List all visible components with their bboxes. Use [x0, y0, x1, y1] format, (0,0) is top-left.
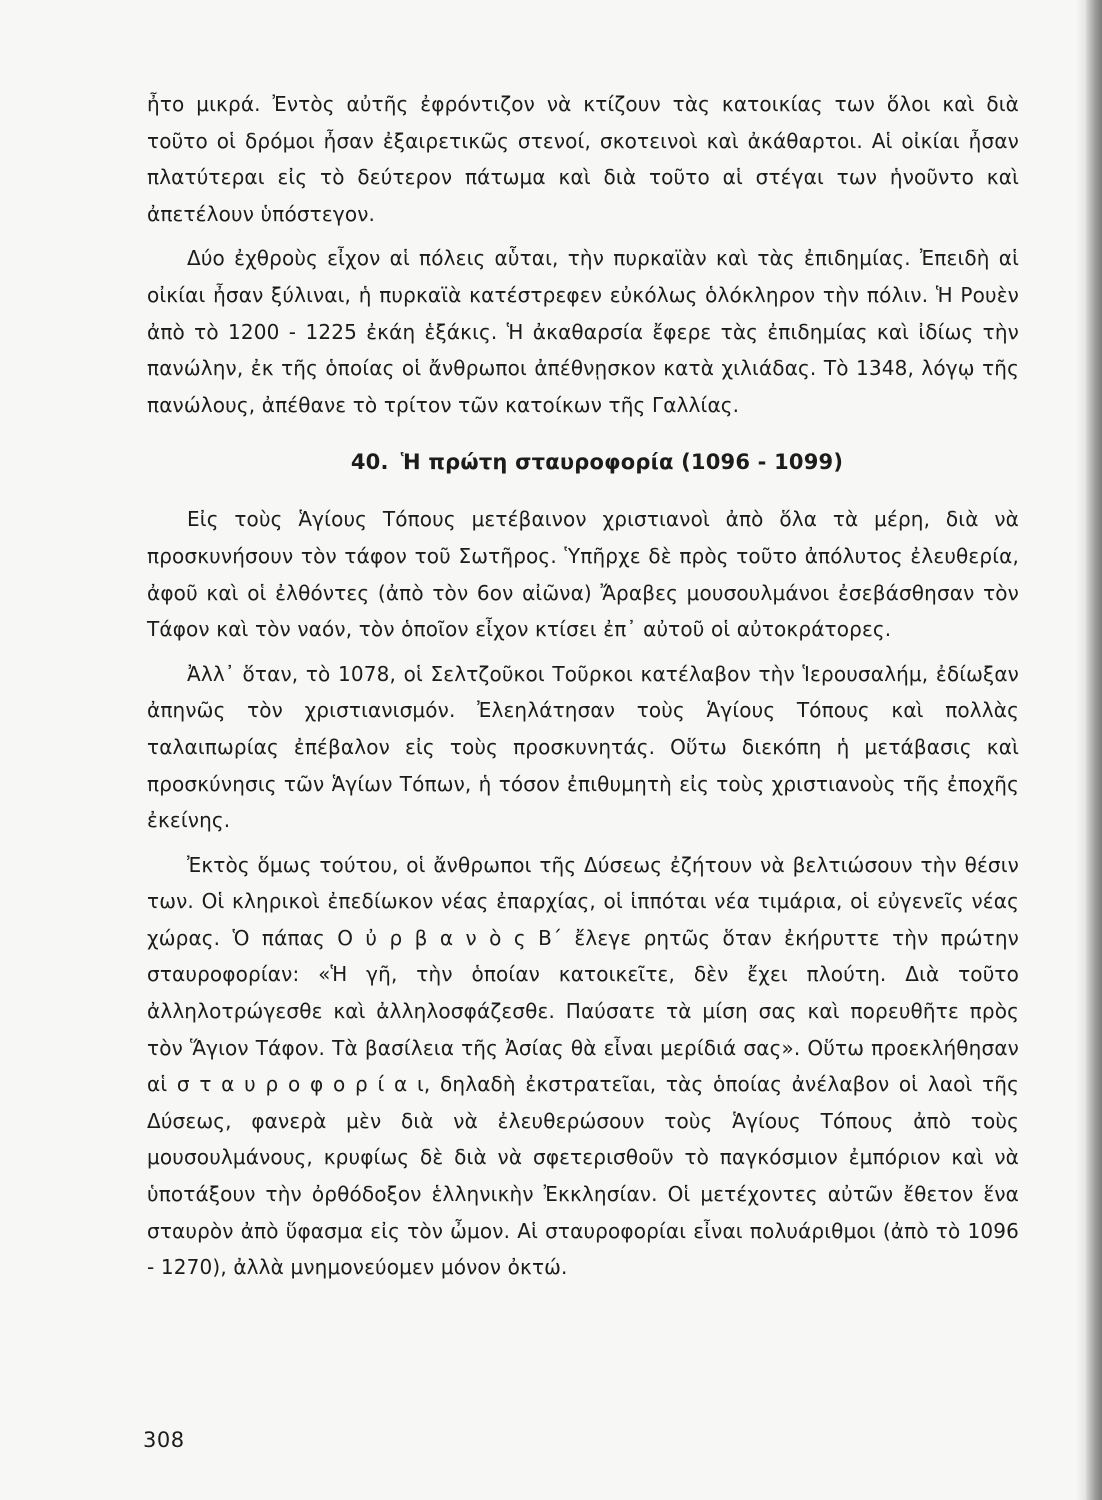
page-number: 308 [143, 1428, 185, 1452]
section-number: 40. [350, 450, 389, 475]
paragraph-holy-places: Εἰς τοὺς Ἁγίους Τόπους μετέβαινον χριστιανοὶ ἀπὸ ὅλα τὰ μέρη, διὰ νὰ προσκυνήσουν τὸν τάφον τοῦ Σωτῆρος. Ὑπῆρχε δὲ πρὸς τοῦτο ἀπόλυτος ἐλευθερία, ἀφοῦ καὶ οἱ ἐλθόντες (ἀπὸ τὸν 6ον αἰῶνα) Ἄραβες μουσουλμάνοι ἐσεβάσθησαν τὸν Τάφον καὶ τὸν ναόν, τὸν ὁποῖον εἶχον κτίσει ἐπ᾽ αὐτοῦ οἱ αὐτοκράτορες. [147, 507, 1019, 642]
section-title: Ἡ πρώτη σταυροφορία (1096 - 1099) [400, 450, 844, 475]
page-body [147, 86, 1019, 1294]
paragraph-crusades-motives: Ἐκτὸς ὅμως τούτου, οἱ ἄνθρωποι τῆς Δύσεως ἐζήτουν νὰ βελτιώσουν τὴν θέσιν των. Οἱ κληρικοὶ ἐπεδίωκον νέας ἐπαρχίας, οἱ ἱππόται νέα τιμάρια, οἱ εὐγενεῖς νέας χώρας. Ὁ πάπας Ο ὐ ρ β α ν ὸ ς Β΄ ἔλεγε ρητῶς ὅταν ἐκήρυττε τὴν πρώτην σταυροφορίαν: «Ἡ γῆ, τὴν ὁποίαν κατοικεῖτε, δὲν ἔχει πλούτη. Διὰ τοῦτο ἀλληλοτρώγεσθε καὶ ἀλληλοσφάζεσθε. Παύσατε τὰ μίση σας καὶ πορευθῆτε πρὸς τὸν Ἅγιον Τάφον. Τὰ βασίλεια τῆς Ἀσίας θὰ εἶναι μερίδιά σας». Οὕτω προεκλήθησαν αἱ σ τ α υ ρ ο φ ο ρ ί α ι, δηλαδὴ ἐκστρατεῖαι, τὰς ὁποίας ἀνέλαβον οἱ λαοὶ τῆς Δύσεως, φανερὰ μὲν διὰ νὰ ἐλευθερώσουν τοὺς Ἁγίους Τόπους ἀπὸ τοὺς μουσουλμάνους, κρυφίως δὲ διὰ νὰ σφετερισθοῦν τὸ παγκόσμιον ἐμπόριον καὶ νὰ ὑποτάξουν τὴν ὀρθόδοξον ἑλληνικὴν Ἐκκλησίαν. Οἱ μετέχοντες αὐτῶν ἔθετον ἕνα σταυρὸν ἀπὸ ὕφασμα εἰς τὸν ὦμον. Αἱ σταυροφορίαι εἶναι πολυάριθμοι (ἀπὸ τὸ 1096 - 1270), ἀλλὰ μνημονεύομεν μόνον ὀκτώ. [147, 852, 1019, 1280]
paragraph-fire-and-epidemics: Δύο ἐχθροὺς εἶχον αἱ πόλεις αὗται, τὴν πυρκαϊὰν καὶ τὰς ἐπιδημίας. Ἐπειδὴ αἱ οἰκίαι ἦσαν ξύλιναι, ἡ πυρκαϊὰ κατέστρεφεν εὐκόλως ὁλόκληρον τὴν πόλιν. Ἡ Ρουὲν ἀπὸ τὸ 1200 - 1225 ἐκάη ἑξάκις. Ἡ ἀκαθαρσία ἔφερε τὰς ἐπιδημίας καὶ ἰδίως τὴν πανώλην, ἐκ τῆς ὁποίας οἱ ἄνθρωποι ἀπέθνῃσκον κατὰ χιλιάδας. Τὸ 1348, λόγῳ τῆς πανώλους, ἀπέθανε τὸ τρίτον τῶν κατοίκων τῆς Γαλλίας. [147, 246, 1019, 417]
page-edge-shadow [1076, 0, 1086, 1500]
book-spine-edge [1086, 0, 1102, 1500]
section-heading [147, 445, 1019, 479]
paragraph-city-streets: ἦτο μικρά. Ἐντὸς αὐτῆς ἐφρόντιζον νὰ κτίζουν τὰς κατοικίας των ὅλοι καὶ διὰ τοῦτο οἱ δρόμοι ἦσαν ἐξαιρετικῶς στενοί, σκοτεινοὶ καὶ ἀκάθαρτοι. Αἱ οἰκίαι ἦσαν πλατύτεραι εἰς τὸ δεύτερον πάτωμα καὶ διὰ τοῦτο αἱ στέγαι των ἡνοῦντο καὶ ἀπετέλουν ὑπόστεγον. [147, 92, 1019, 226]
paragraph-seljuk-turks: Ἀλλ᾽ ὅταν, τὸ 1078, οἱ Σελτζοῦκοι Τοῦρκοι κατέλαβον τὴν Ἱερουσαλήμ, ἐδίωξαν ἀπηνῶς τὸν χριστιανισμόν. Ἐλεηλάτησαν τοὺς Ἁγίους Τόπους καὶ πολλὰς ταλαιπωρίας ἐπέβαλον εἰς τοὺς προσκυνητάς. Οὕτω διεκόπη ἡ μετάβασις καὶ προσκύνησις τῶν Ἁγίων Τόπων, ἡ τόσον ἐπιθυμητὴ εἰς τοὺς χριστιανοὺς τῆς ἐποχῆς ἐκείνης. [147, 661, 1019, 833]
